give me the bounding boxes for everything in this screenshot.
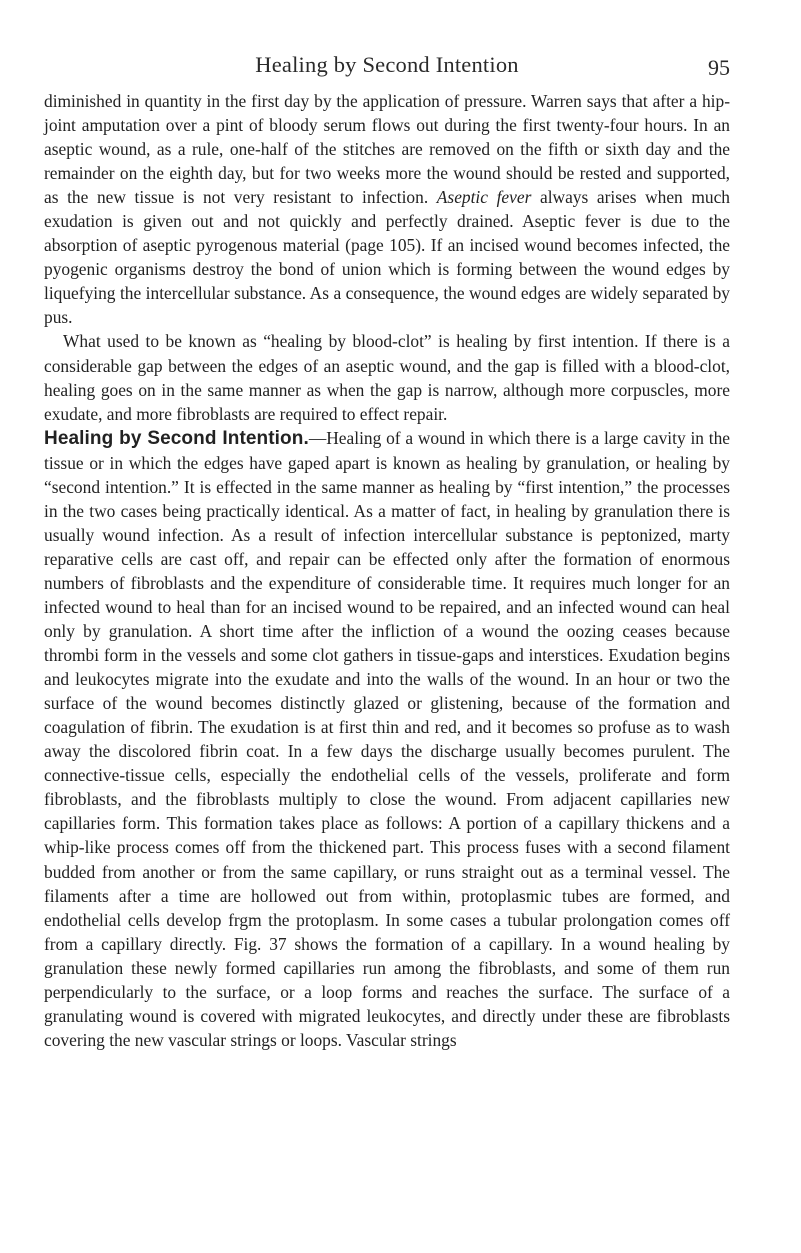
paragraph: What used to be known as “healing by blood-clot” is healing by first intention. If there is a considerable gap between the edges of an aseptic wound, and the gap is filled with a blood-clot, healing goes on in the same manner as when the gap is narrow, although more corpuscles, more exudate, and more fibroblasts are required to effect repair. bbox=[44, 331, 730, 424]
body-text bbox=[44, 89, 730, 1052]
running-title: Healing by Second Intention bbox=[255, 52, 519, 77]
paragraph bbox=[44, 426, 730, 1052]
running-header bbox=[44, 52, 730, 82]
paragraph-text: diminished in quantity in the first day by the application of pressure. Warren says that after a hip-joint amputation over a pint of bloody serum flows out during the first twenty-four hours. In an aseptic wound, as a rule, one-half of the stitches are removed on the fifth or sixth day and the remainder on the eighth day, but for two weeks more the wound should be rested and supported, as the new tissue is not very resistant to infection. bbox=[44, 91, 730, 208]
italic-term: Aseptic fever bbox=[436, 187, 532, 208]
paragraph bbox=[44, 89, 730, 329]
page-number: 95 bbox=[708, 55, 730, 80]
section-heading: Healing by Second Intention. bbox=[44, 427, 309, 449]
paragraph-text: always arises when much exudation is given out and not quickly and perfectly drained. Aseptic fever is due to the absorption of aseptic pyrogenous material (page 105). If an incised wound becomes infected, the pyogenic organisms destroy the bond of union which is forming between the wound edges by liquefying the intercellular substance. As a consequence, the wound edges are widely separated by pus. bbox=[44, 187, 730, 328]
paragraph-text: —Healing of a wound in which there is a large cavity in the tissue or in which the edges have gaped apart is known as healing by granulation, or healing by “second intention.” It is effected in the same manner as healing by “first intention,” the processes in the two cases being practically identical. As a matter of fact, in healing by granulation there is usually wound infection. As a result of infection intercellular substance is peptonized, marty reparative cells are cast off, and repair can be effected only after the formation of enormous numbers of fibroblasts and the expenditure of considerable time. It requires much longer for an infected wound to heal than for an incised wound to be repaired, and an infected wound can heal only by granulation. A short time after the infliction of a wound the oozing ceases because thrombi form in the vessels and some clot gathers in tissue-gaps and interstices. Exudation begins and leukocytes migrate into the exudate and into the walls of the wound. In an hour or two the surface of the wound becomes distinctly glazed or glistening, because of the formation and coagulation of fibrin. The exudation is at first thin and red, and it becomes so profuse as to wash away the discolored fibrin coat. In a few days the discharge usually becomes purulent. The connective-tissue cells, especially the endothelial cells of the vessels, proliferate and form fibroblasts, and the fibroblasts multiply to close the wound. From adjacent capillaries new capillaries form. This formation takes place as follows: A portion of a capillary thickens and a whip-like process comes off from the thickened part. This process fuses with a second filament budded from another or from the same capillary, or runs straight out as a terminal vessel. The filaments after a time are hollowed out from within, protoplasmic tubes are formed, and endothelial cells develop frgm the protoplasm. In some cases a tubular prolongation comes off from a capillary directly. Fig. 37 shows the formation of a capillary. In a wound healing by granulation these newly formed capillaries run among the fibroblasts, and some of them run perpendicularly to the surface, or a loop forms and reaches the surface. The surface of a granulating wound is covered with migrated leukocytes, and directly under these are fibroblasts covering the new vascular strings or loops. Vascular strings bbox=[44, 427, 730, 1050]
